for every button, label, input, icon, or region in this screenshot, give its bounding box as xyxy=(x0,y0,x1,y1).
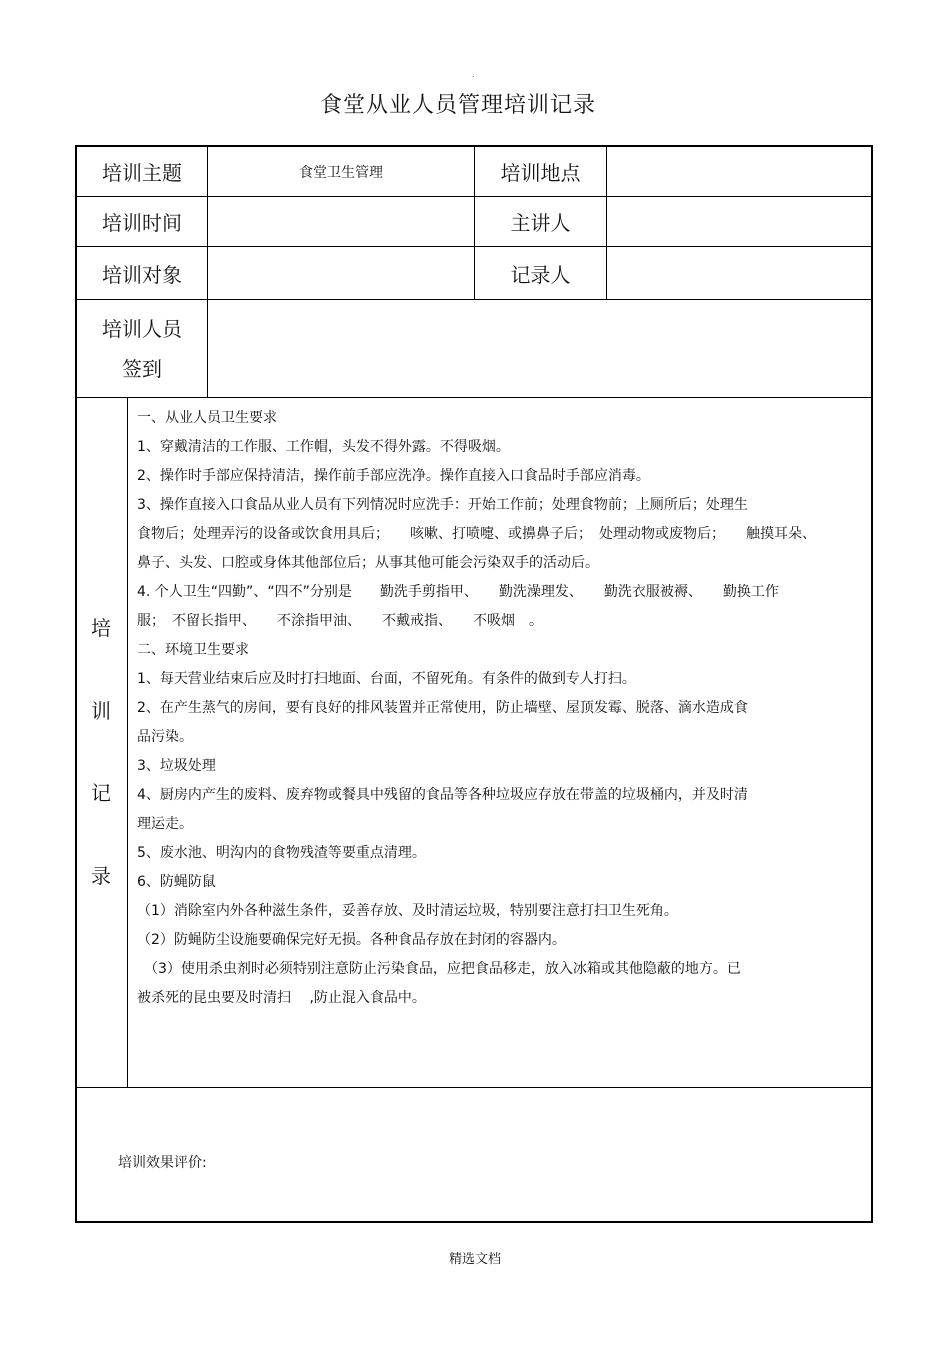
record-line: 理运走。 xyxy=(137,816,193,832)
signin-label xyxy=(77,300,207,397)
topic-value[interactable]: 食堂卫生管理 xyxy=(299,164,383,181)
recorder-label: 记录人 xyxy=(510,262,571,287)
record-line: 5、废水池、明沟内的食物残渣等要重点清理。 xyxy=(137,845,426,861)
record-side-label-4: 录 xyxy=(91,864,111,888)
location-label: 培训地点 xyxy=(500,161,581,185)
column-divider xyxy=(127,397,128,1087)
signin-label-line2: 签到 xyxy=(122,356,162,381)
record-line: 被杀死的昆虫要及时清扫 ,防止混入食品中。 xyxy=(137,990,426,1006)
record-side-label-1: 培 xyxy=(91,616,111,640)
record-side-label-2: 训 xyxy=(91,699,111,723)
record-line: 4、厨房内产生的废料、废弃物或餐具中残留的食品等各种垃圾应存放在带盖的垃圾桶内，并及时清 xyxy=(137,787,748,803)
record-line: 4. 个人卫生“四勤”、“四不”分别是 勤洗手剪指甲、 勤洗澡理发、 勤洗衣服被褥、 勤换工作 xyxy=(137,584,779,600)
record-line: 一、从业人员卫生要求 xyxy=(137,410,277,426)
header-dot: . xyxy=(472,70,475,79)
footer-text: 精选文档 xyxy=(448,1252,501,1267)
time-field[interactable] xyxy=(208,197,474,246)
audience-field[interactable] xyxy=(208,247,474,299)
recorder-field[interactable] xyxy=(607,247,871,299)
record-line: 2、在产生蒸气的房间，要有良好的排风装置并正常使用，防止墙壁、屋顶发霉、脱落、滴水造成食 xyxy=(137,700,748,716)
record-line: 食物后；处理弄污的设备或饮食用具后； 咳嗽、打喷嚏、或擤鼻子后； 处理动物或废物后； 触摸耳朵、 xyxy=(137,526,816,542)
audience-label: 培训对象 xyxy=(102,262,182,287)
signin-field[interactable] xyxy=(208,300,871,397)
record-line: 鼻子、头发、口腔或身体其他部位后；从事其他可能会污染双手的活动后。 xyxy=(137,555,599,571)
row-divider xyxy=(76,397,872,398)
speaker-label: 主讲人 xyxy=(510,211,571,235)
record-line: 2、操作时手部应保持清洁，操作前手部应洗净。操作直接入口食品时手部应消毒。 xyxy=(137,468,650,484)
row-divider xyxy=(76,1087,872,1088)
record-side-label-3: 记 xyxy=(91,781,111,805)
training-record-content xyxy=(137,404,865,1013)
record-line: （1）消除室内外各种滋生条件，妥善存放、及时清运垃圾，特别要注意打扫卫生死角。 xyxy=(137,903,678,919)
evaluation-label: 培训效果评价: xyxy=(118,1155,207,1171)
record-line: 6、防蝇防鼠 xyxy=(137,874,216,890)
location-field[interactable] xyxy=(607,147,871,196)
record-line: 二、环境卫生要求 xyxy=(137,642,249,658)
signin-label-line1: 培训人员 xyxy=(102,316,182,341)
record-line: 3、垃圾处理 xyxy=(137,758,216,774)
record-line: 3、操作直接入口食品从业人员有下列情况时应洗手：开始工作前；处理食物前；上厕所后；处理生 xyxy=(137,497,748,513)
record-line: 品污染。 xyxy=(137,729,193,745)
record-line: 1、穿戴清洁的工作服、工作帽，头发不得外露。不得吸烟。 xyxy=(137,439,510,455)
record-line: （2）防蝇防尘设施要确保完好无损。各种食品存放在封闭的容器内。 xyxy=(137,932,566,948)
record-line: 1、每天营业结束后应及时打扫地面、台面，不留死角。有条件的做到专人打扫。 xyxy=(137,671,636,687)
time-label: 培训时间 xyxy=(102,211,182,235)
topic-label: 培训主题 xyxy=(102,161,182,185)
record-line: （3）使用杀虫剂时必须特别注意防止污染食品，应把食品移走，放入冰箱或其他隐蔽的地方。已 xyxy=(137,961,741,977)
page-title: 食堂从业人员管理培训记录 xyxy=(319,93,596,118)
record-line: 服； 不留长指甲、 不涂指甲油、 不戴戒指、 不吸烟 。 xyxy=(137,613,543,629)
speaker-field[interactable] xyxy=(607,197,871,246)
